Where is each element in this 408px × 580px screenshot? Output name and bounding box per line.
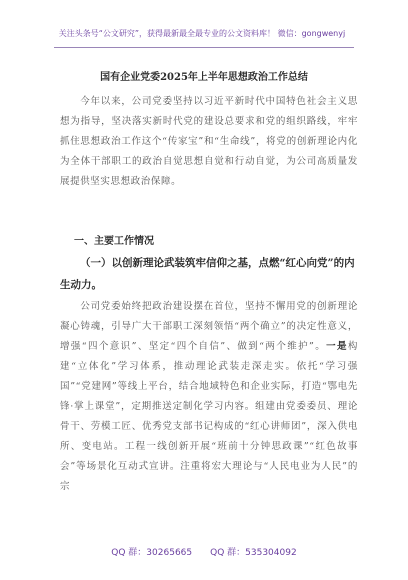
subsection-heading [60, 252, 358, 296]
body-paragraph [60, 297, 358, 497]
document-title: 国有企业党委2025年上半年思想政治工作总结 [100, 72, 308, 83]
section-heading: 一、主要工作情况 [74, 236, 154, 247]
subsection-text: （一）以创新理论武装筑牢信仰之基，点燃“红心向党”的内生动力。 [60, 257, 355, 291]
footer-qq-group-1: QQ 群：30265665 [111, 548, 193, 558]
banner-divider [54, 47, 354, 48]
intro-text: 今年以来，公司党委坚持以习近平新时代中国特色社会主义思想为指导，坚决落实新时代党的建设总要求和党的组织路线，牢牢抓住思想政治工作这个“传家宝”和“生命线”，将党的创新理论内化为全体干部职工的政治自觉思想自觉和行动自觉，为公司高质量发展提供坚实思想政治保障。 [60, 96, 358, 187]
intro-paragraph [60, 92, 358, 192]
header-banner: 关注头条号“公文研究”，获得最新最全最专业的公文资料库！ 微信：gongwenyj [58, 29, 346, 38]
body-text-2: 构建“立体化”学习体系，推动理论武装走深走实。依托“学习强国”“党建网”等线上平台，结合地域特色和企业实际，打造“鄂电先锋·掌上课堂”，定期推送定制化学习内容。组建由党委委员、理论骨干、劳模工匠、优秀党支部书记构成的“红心讲师团”，深入供电所、变电站。工程一线创新开展“班前十分钟思政课”“红色故事会”等场景化互动式宣讲。注重将宏大理论与“人民电业为人民”的宗 [60, 341, 358, 492]
footer-contacts [0, 545, 408, 558]
body-emphasis: 一是 [326, 341, 348, 352]
body-text-1: 公司党委始终把政治建设摆在首位，坚持不懈用党的创新理论凝心铸魂，引导广大干部职工深刻领悟“两个确立”的决定性意义，增强“四个意识”、坚定“四个自信”、做到“两个维护”。 [60, 301, 358, 352]
footer-qq-group-2: QQ 群：535304092 [210, 548, 297, 558]
